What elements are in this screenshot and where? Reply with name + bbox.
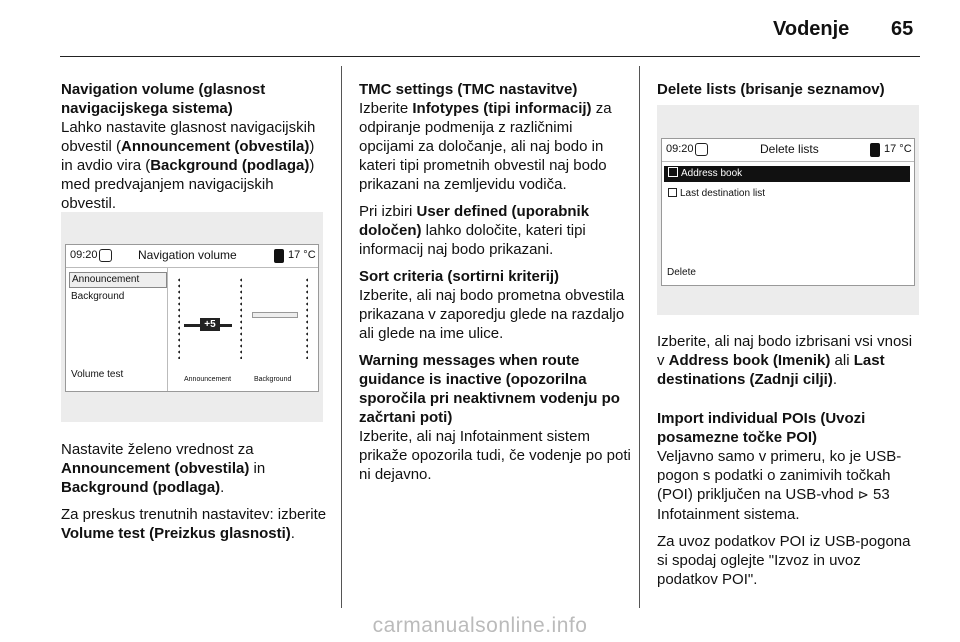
paragraph-set-values: Nastavite želeno vrednost za Announcement (obvestila) in Background (podlaga). — [61, 441, 266, 496]
menu-item-background[interactable]: Background — [71, 291, 125, 302]
delete-lists-screen — [661, 138, 915, 286]
delete-lists-screenshot — [657, 105, 919, 315]
screen-title: Navigation volume — [138, 248, 237, 262]
label-announcement: Announcement — [184, 376, 232, 383]
screen-divider — [167, 267, 168, 391]
paragraph-warning-messages: Izberite, ali naj Infotainment sistem prikaže opozorila tudi, če vodenje po poti ni dejavno. — [359, 428, 631, 483]
paragraph-import-pois: Veljavno samo v primeru, ko je USB-pogon s podatki o zanimivih točkah (POI) priključen na USB-vhod ⊳ 53 Infotainment sistema. — [657, 448, 902, 523]
clock-time: 09:20 — [666, 143, 694, 155]
navigation-volume-screenshot — [61, 212, 323, 422]
right-column — [657, 80, 922, 99]
column-divider-2 — [639, 66, 640, 608]
announcement-scale-right — [240, 277, 242, 359]
phone-icon — [274, 249, 284, 263]
clock-time: 09:20 — [70, 249, 98, 261]
left-column — [61, 80, 329, 221]
left-column-lower — [61, 440, 331, 551]
clock-icon — [695, 143, 708, 156]
list-item-address-book[interactable]: Address book — [664, 166, 910, 182]
heading-tmc-settings: TMC settings (TMC nastavitve) — [359, 81, 578, 98]
temperature: 17 °C — [884, 143, 912, 155]
paragraph-poi-export: Za uvoz podatkov POI iz USB-pogona si spodaj oglejte "Izvoz in uvoz podatkov POI". — [657, 533, 911, 588]
column-divider-1 — [341, 66, 342, 608]
menu-item-announcement[interactable]: Announcement — [69, 272, 167, 288]
announcement-scale-left — [178, 277, 180, 359]
label-background: Background — [254, 376, 292, 383]
paragraph-delete-lists: Izberite, ali naj bodo izbrisani vsi vnosi v Address book (Imenik) ali Last destinations (Zadnji cilji). — [657, 333, 913, 388]
clock-icon — [99, 249, 112, 262]
background-scale-right — [306, 277, 308, 359]
right-column-lower — [657, 332, 923, 597]
status-bar — [66, 245, 318, 268]
checkbox-icon[interactable] — [668, 188, 677, 197]
paragraph-user-defined: Pri izbiri User defined (uporabnik določen) lahko določite, kateri tipi informacij naj bodo prikazani. — [359, 203, 590, 258]
header-divider — [60, 56, 920, 57]
heading-delete-lists: Delete lists (brisanje seznamov) — [657, 81, 885, 98]
status-bar — [662, 139, 914, 162]
heading-navigation-volume: Navigation volume (glasnost navigacijskega sistema) — [61, 81, 266, 117]
checkbox-checked-icon[interactable] — [668, 167, 678, 177]
menu-item-volume-test[interactable]: Volume test — [71, 369, 124, 380]
phone-icon — [870, 143, 880, 157]
screen-title: Delete lists — [760, 142, 819, 156]
heading-import-pois: Import individual POIs (Uvozi posamezne točke POI) — [657, 410, 866, 446]
middle-column — [359, 80, 631, 492]
navigation-volume-screen — [65, 244, 319, 392]
paragraph-sort-criteria: Izberite, ali naj bodo prometna obvestila prikazana v zaporedju glede na razdaljo ali glede na ime ulice. — [359, 287, 625, 342]
heading-warning-messages: Warning messages when route guidance is inactive (opozorilna sporočila pri neaktivnem vodenju po začrtani poti) — [359, 352, 620, 426]
page-number: 65 — [891, 18, 914, 40]
page-header-title: Vodenje — [773, 18, 850, 40]
page-reference-icon: ⊳ — [857, 488, 869, 503]
temperature: 17 °C — [288, 249, 316, 261]
watermark: carmanualsonline.info — [372, 614, 588, 637]
heading-sort-criteria: Sort criteria (sortirni kriterij) — [359, 268, 560, 285]
announcement-level-badge: +5 — [200, 318, 220, 331]
paragraph-navigation-volume: Lahko nastavite glasnost navigacijskih obvestil (Announcement (obvestila)) in avdio vira (Background (podlaga)) med predvajanjem navigacijskih obvestil. — [61, 119, 316, 212]
paragraph-volume-test: Za preskus trenutnih nastavitev: izberite Volume test (Preizkus glasnosti). — [61, 506, 327, 542]
background-slider-bar[interactable] — [252, 312, 298, 318]
paragraph-tmc-settings: Izberite Infotypes (tipi informacij) za odpiranje podmenija z različnimi opcijami za določanje, ali naj bodo in kateri tipi prometnih obvestil naj bodo prikazani na zemljevidu vodiča. — [359, 100, 612, 193]
list-item-last-destination[interactable]: Last destination list — [664, 187, 765, 201]
page-reference-link[interactable]: 53 — [873, 486, 890, 503]
delete-button[interactable]: Delete — [667, 267, 696, 278]
